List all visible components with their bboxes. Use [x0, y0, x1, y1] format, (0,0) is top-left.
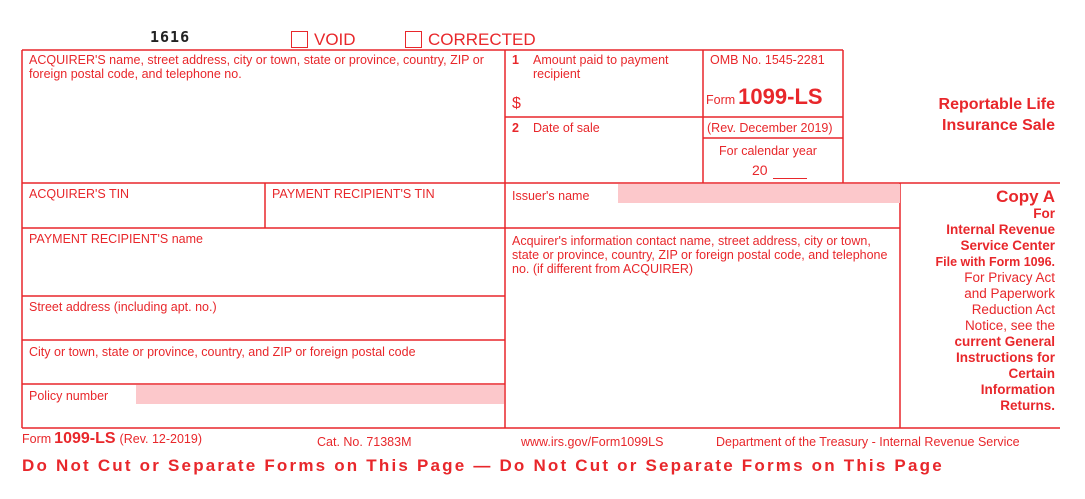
- copy-irs-line2: Service Center: [960, 238, 1055, 253]
- street-address-label: Street address (including apt. no.): [29, 300, 217, 314]
- footer-url: www.irs.gov/Form1099LS: [521, 435, 664, 449]
- copy-a-panel: [900, 187, 1055, 414]
- form-title-line1: Reportable Life: [938, 96, 1055, 113]
- recipient-tin-field[interactable]: [267, 203, 503, 226]
- form-title-line2: Insurance Sale: [942, 117, 1055, 134]
- acquirer-name-field[interactable]: [24, 82, 503, 181]
- copy-a-heading: Copy A: [996, 187, 1055, 206]
- policy-number-field[interactable]: [136, 385, 504, 404]
- form-name: 1099-LS: [738, 84, 823, 109]
- form-id-header: [706, 84, 823, 110]
- city-field[interactable]: [24, 361, 503, 382]
- copy-file-with: File with Form 1096.: [935, 255, 1055, 269]
- void-label: VOID: [314, 30, 356, 49]
- box2-number: 2: [512, 121, 519, 135]
- copy-privacy-line3: Reduction Act: [971, 302, 1055, 317]
- corrected-label: CORRECTED: [428, 30, 536, 49]
- box1-label: Amount paid to payment recipient: [533, 53, 669, 81]
- box2-date-field[interactable]: [507, 138, 701, 181]
- copy-instructions-line4: Information: [980, 382, 1055, 397]
- copy-irs-line1: Internal Revenue: [946, 222, 1055, 237]
- copy-instructions-line1: current General: [954, 334, 1055, 349]
- footer-form-name: 1099-LS: [54, 430, 116, 447]
- copy-privacy-line1: For Privacy Act: [964, 270, 1055, 285]
- revision-date: (Rev. December 2019): [707, 121, 833, 135]
- footer-department: Department of the Treasury - Internal Revenue Service: [716, 435, 1020, 449]
- do-not-cut-warning: Do Not Cut or Separate Forms on This Page — Do Not Cut or Separate Forms on This Page: [22, 456, 944, 475]
- acquirer-name-label: ACQUIRER'S name, street address, city or town, state or province, country, ZIP or foreign postal code, and telephone no.: [29, 53, 484, 81]
- calendar-year-label: For calendar year: [719, 144, 817, 158]
- copy-for: For: [1033, 206, 1055, 221]
- calendar-year-field[interactable]: [773, 164, 807, 179]
- box2-label: Date of sale: [533, 121, 600, 135]
- acquirer-info-label: Acquirer's information contact name, street address, city or town, state or province, country, ZIP or foreign postal code, and telephone no. (if different from ACQUIRER): [512, 234, 888, 276]
- form-code: 1616: [150, 28, 191, 46]
- issuer-name-field[interactable]: [618, 184, 900, 203]
- acquirer-tin-field[interactable]: [24, 203, 263, 226]
- city-label: City or town, state or province, country, and ZIP or foreign postal code: [29, 345, 416, 359]
- form-prefix: Form: [706, 93, 736, 107]
- copy-privacy-line2: and Paperwork: [964, 286, 1055, 301]
- footer-rev: (Rev. 12-2019): [119, 432, 202, 446]
- footer-form-prefix: Form: [22, 432, 52, 446]
- copy-privacy-line4: Notice, see the: [964, 318, 1055, 333]
- recipient-name-label: PAYMENT RECIPIENT'S name: [29, 232, 203, 246]
- footer-cat-number: Cat. No. 71383M: [317, 435, 412, 449]
- recipient-name-field[interactable]: [24, 250, 503, 294]
- calendar-year-prefix: 20: [752, 162, 768, 178]
- acquirer-tin-label: ACQUIRER'S TIN: [29, 187, 130, 201]
- footer-form-id: [22, 430, 202, 448]
- recipient-tin-label: PAYMENT RECIPIENT'S TIN: [272, 187, 435, 201]
- box1-amount-field[interactable]: [530, 88, 700, 115]
- street-address-field[interactable]: [24, 316, 503, 338]
- policy-number-label: Policy number: [29, 389, 109, 403]
- issuer-name-label: Issuer's name: [512, 189, 590, 203]
- omb-number: OMB No. 1545-2281: [710, 53, 825, 67]
- copy-instructions-line3: Certain: [1008, 366, 1055, 381]
- copy-instructions-line2: Instructions for: [955, 350, 1055, 365]
- box1-number: 1: [512, 53, 519, 67]
- box1-currency: $: [512, 95, 521, 112]
- acquirer-info-field[interactable]: [507, 282, 898, 426]
- copy-instructions-line5: Returns.: [1000, 398, 1055, 413]
